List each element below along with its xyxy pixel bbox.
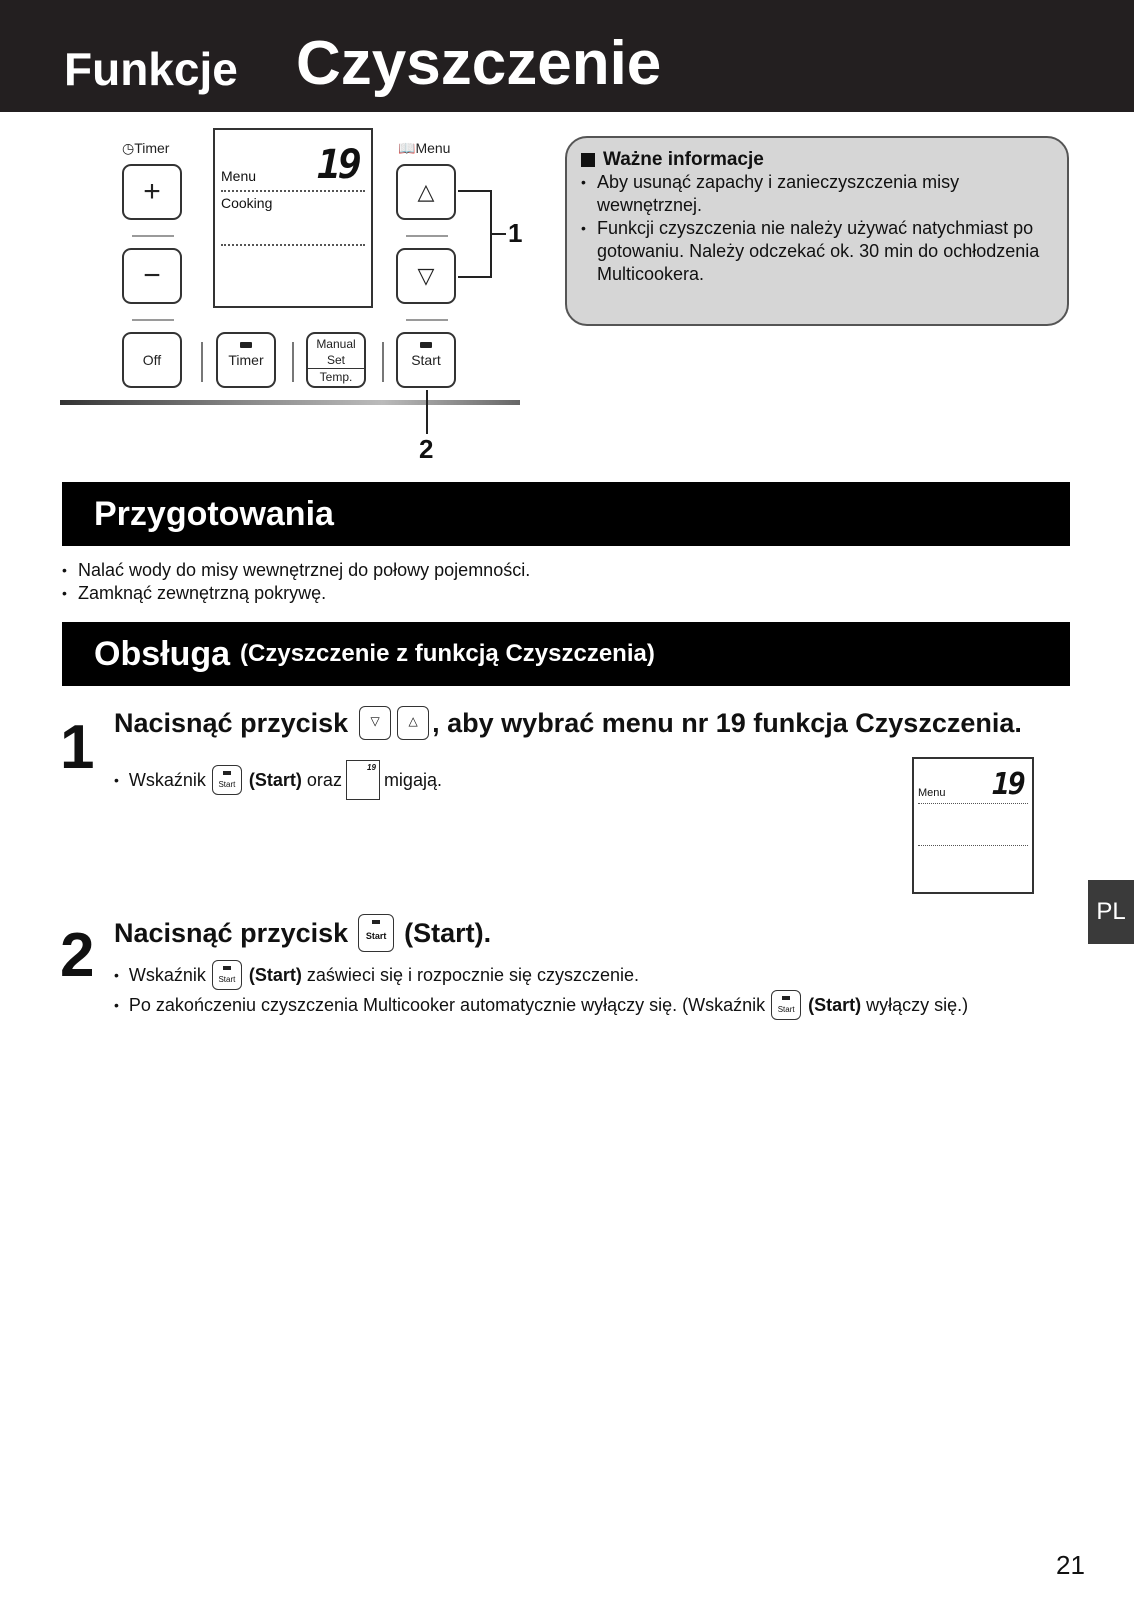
lcd-dotted-line [918, 803, 1028, 804]
start-indicator-lamp [420, 342, 432, 348]
language-tab: PL [1088, 880, 1134, 944]
divider [132, 235, 174, 237]
page-number: 21 [1056, 1550, 1085, 1580]
list-item: • Nalać wody do misy wewnętrznej do połowy pojemności. [62, 559, 530, 582]
lcd-dotted-line [918, 845, 1028, 846]
info-item: • Aby usunąć zapachy i zanieczyszczenia misy wewnętrznej. [581, 171, 1053, 217]
step-number-1: 1 [60, 713, 95, 782]
panel-edge [60, 400, 520, 405]
step-2-heading: Nacisnąć przycisk Start (Start). [114, 914, 491, 952]
important-info-box [565, 136, 1069, 326]
divider [292, 342, 294, 382]
start-button-icon: Start [212, 765, 242, 795]
step-2-bullet: • Wskaźnik Start (Start) zaświeci się i rozpocznie się czyszczenie. [114, 960, 639, 990]
menu-up-button[interactable]: △ [396, 164, 456, 220]
lcd-menu-label: Menu [221, 168, 257, 184]
divider [406, 319, 448, 321]
step-1-bullet: • Wskaźnik Start (Start) oraz 19 migają. [114, 760, 442, 800]
info-title: Ważne informacje [581, 148, 1053, 171]
up-button-icon: △ [397, 706, 429, 740]
start-button-icon: Start [771, 990, 801, 1020]
callout-line [426, 390, 428, 434]
step-2-bullet: • Po zakończeniu czyszczenia Multicooker automatycznie wyłączy się. (Wskaźnik Start (Start) wyłączy się.) [114, 990, 968, 1020]
plus-button[interactable]: + [122, 164, 182, 220]
timer-label: ◷Timer [122, 140, 170, 156]
step-1-heading: Nacisnąć przycisk ▽ △ , aby wybrać menu nr 19 funkcja Czyszczenia. [114, 706, 1022, 740]
divider [132, 319, 174, 321]
callout-number-1: 1 [508, 218, 523, 248]
callout-number-2: 2 [419, 434, 434, 464]
clock-icon: ◷ [122, 140, 135, 156]
start-button-icon: Start [212, 960, 242, 990]
lcd-display [213, 128, 373, 308]
step-1-lcd-illustration: 19 Menu [912, 757, 1034, 894]
menu-down-button[interactable]: ▽ [396, 248, 456, 304]
down-button-icon: ▽ [359, 706, 391, 740]
callout-line [458, 276, 492, 278]
minus-button[interactable]: − [122, 248, 182, 304]
page-title: Czyszczenie [296, 29, 662, 98]
list-item: • Zamknąć zewnętrzną pokrywę. [62, 582, 530, 605]
page-header [0, 0, 1134, 112]
book-icon: 📖 [398, 140, 416, 156]
lcd-thumbnail-icon: 19 [346, 760, 380, 800]
lcd-menu-number: 19 [316, 142, 359, 188]
control-panel-illustration [60, 122, 540, 472]
section-bar-preparation: Przygotowania [62, 482, 1070, 546]
step-number-2: 2 [60, 921, 95, 990]
timer-button[interactable]: Timer [216, 332, 276, 388]
divider [382, 342, 384, 382]
off-button[interactable]: Off [122, 332, 182, 388]
start-button[interactable]: Start [396, 332, 456, 388]
square-bullet-icon [581, 153, 595, 167]
info-item: • Funkcji czyszczenia nie należy używać natychmiast po gotowaniu. Należy odczekać ok. 30 min do ochłodzenia Multicookera. [581, 217, 1053, 286]
section-bar-operation: Obsługa (Czyszczenie z funkcją Czyszczenia) [62, 622, 1070, 686]
lcd-dotted-line [221, 244, 365, 246]
divider [201, 342, 203, 382]
section-label: Funkcje [64, 43, 238, 95]
timer-indicator-lamp [240, 342, 252, 348]
lcd-cooking-label: Cooking [221, 195, 273, 211]
preparation-list [62, 559, 530, 605]
callout-line [492, 233, 506, 235]
start-button-icon: Start [358, 914, 394, 952]
menu-label: 📖Menu [398, 140, 451, 156]
lcd-dotted-line [221, 190, 365, 192]
divider [406, 235, 448, 237]
callout-line [458, 190, 492, 192]
manual-set-temp-button[interactable]: Manual Set Temp. [306, 332, 366, 388]
